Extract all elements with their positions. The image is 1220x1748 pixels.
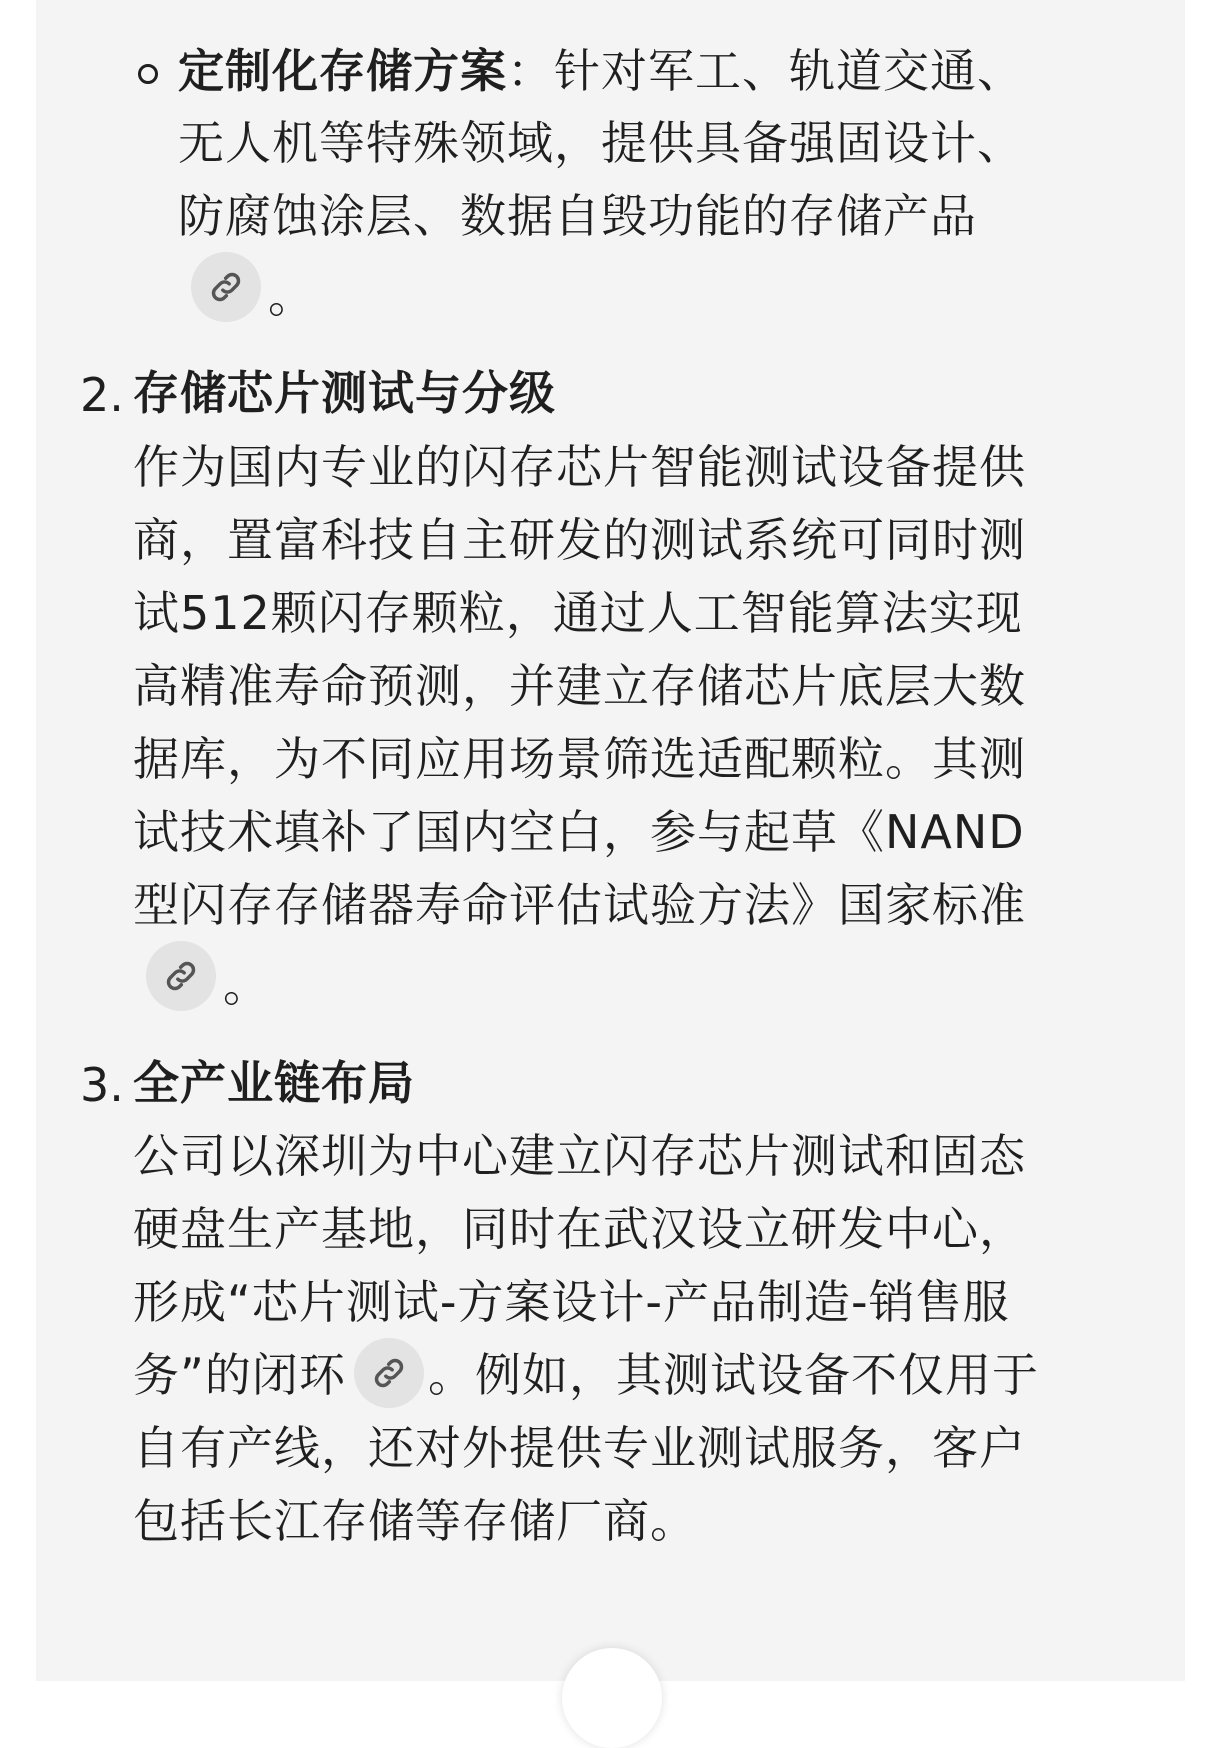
- item2-period: 。: [223, 958, 269, 1012]
- scroll-to-bottom-button[interactable]: [562, 1648, 662, 1748]
- item3-line-6: 包括长江存储等存储厂商。: [133, 1494, 697, 1548]
- response-card: [36, 0, 1185, 1681]
- sub-item-line-2: 无人机等特殊领域，提供具备强固设计、: [178, 116, 1024, 170]
- item2-title: 存储芯片测试与分级: [133, 366, 556, 420]
- list-number-3: 3.: [80, 1058, 124, 1112]
- item3-line-4-end: 。例如，其测试设备不仅用于: [428, 1348, 1039, 1402]
- sub-item-line-1: [178, 44, 1024, 98]
- source-link-button-2[interactable]: [146, 941, 216, 1011]
- source-link-button-3[interactable]: [354, 1338, 424, 1408]
- item2-line-7: 型闪存存储器寿命评估试验方法》国家标准: [133, 878, 1026, 932]
- sub-bullet: [138, 64, 158, 84]
- link-icon: [370, 1354, 408, 1392]
- sub-item-title: 定制化存储方案: [178, 44, 507, 98]
- list-number-2: 2.: [80, 368, 124, 422]
- source-link-button-1[interactable]: [191, 252, 261, 322]
- item3-title: 全产业链布局: [133, 1056, 415, 1110]
- item2-line-1: 作为国内专业的闪存芯片智能测试设备提供: [133, 440, 1026, 494]
- item3-line-3: 形成“芯片测试-方案设计-产品制造-销售服: [133, 1275, 1010, 1329]
- item3-line-1: 公司以深圳为中心建立闪存芯片测试和固态: [133, 1129, 1026, 1183]
- item3-line-5: 自有产线，还对外提供专业测试服务，客户: [133, 1421, 1026, 1475]
- item3-line-2: 硬盘生产基地，同时在武汉设立研发中心，: [133, 1202, 1026, 1256]
- link-icon: [162, 957, 200, 995]
- item2-line-6: 试技术填补了国内空白，参与起草《NAND: [133, 805, 1025, 859]
- item2-line-2: 商，置富科技自主研发的测试系统可同时测: [133, 513, 1026, 567]
- item3-line-4-start: 务”的闭环: [133, 1348, 346, 1402]
- link-icon: [207, 268, 245, 306]
- sub-item-period: 。: [268, 269, 314, 323]
- item2-line-3: 试512颗闪存颗粒，通过人工智能算法实现: [133, 586, 1023, 640]
- response-content: [36, 0, 1185, 1681]
- item2-line-5: 据库，为不同应用场景筛选适配颗粒。其测: [133, 732, 1026, 786]
- item2-line-4: 高精准寿命预测，并建立存储芯片底层大数: [133, 659, 1026, 713]
- sub-item-line-3: 防腐蚀涂层、数据自毁功能的存储产品: [178, 189, 977, 243]
- sub-item-text: ：针对军工、轨道交通、: [507, 44, 1024, 98]
